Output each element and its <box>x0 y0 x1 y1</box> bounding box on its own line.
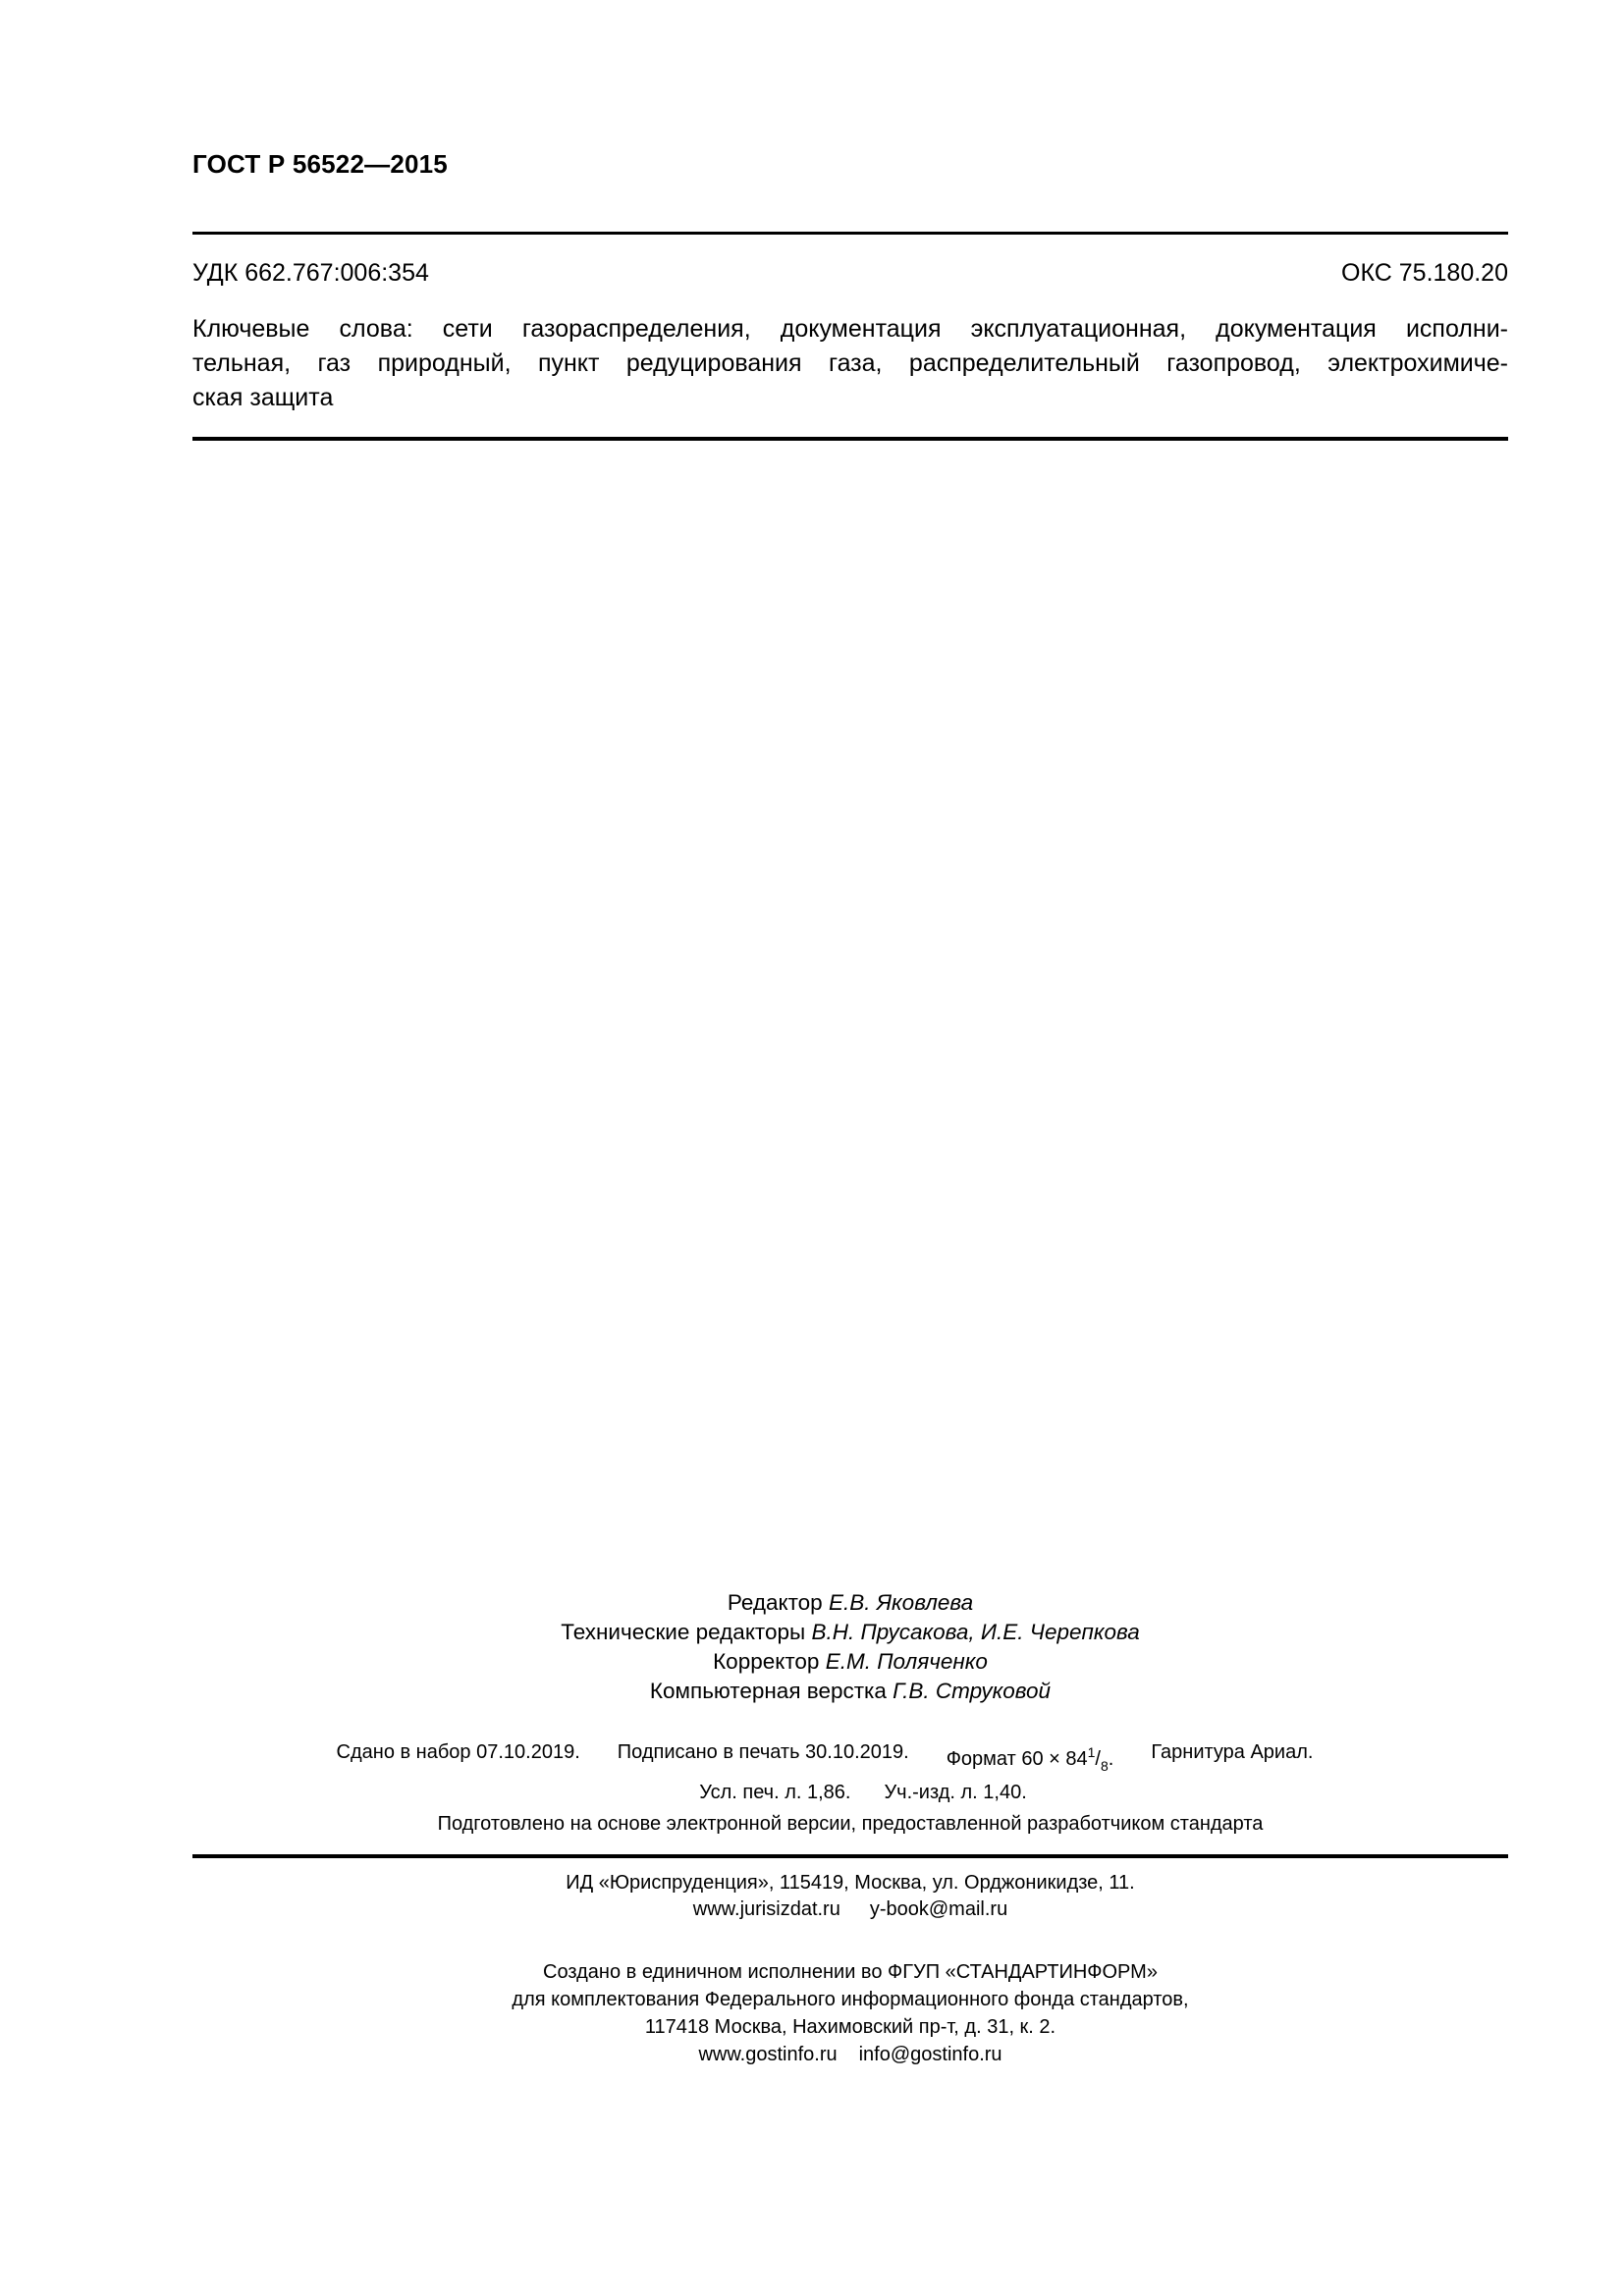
format-text: Формат 60 × 84 <box>946 1748 1088 1770</box>
classification-row <box>192 257 1508 289</box>
credit-editor <box>192 1588 1508 1618</box>
credit-role: Редактор <box>727 1590 823 1615</box>
gostinfo-website[interactable]: www.gostinfo.ru <box>698 2044 838 2065</box>
keywords-divider <box>192 437 1508 441</box>
publisher-contacts <box>192 1896 1508 1923</box>
standard-designation: ГОСТ Р 56522—2015 <box>192 149 448 179</box>
created-address: 117418 Москва, Нахимовский пр-т, д. 31, к. 2. <box>644 2016 1056 2038</box>
credit-role: Технические редакторы <box>561 1620 806 1644</box>
signed-date: Подписано в печать 30.10.2019. <box>617 1741 909 1763</box>
editorial-credits <box>192 1588 1508 1706</box>
typeset-date: Сдано в набор 07.10.2019. <box>336 1741 580 1763</box>
publisher-address: ИД «Юриспруденция», 115419, Москва, ул. Орджоникидзе, 11. <box>566 1872 1135 1894</box>
udc-code: УДК 662.767:006:354 <box>192 259 429 287</box>
created-line: Создано в единичном исполнении во ФГУП «СТАНДАРТИНФОРМ» <box>543 1961 1158 1983</box>
credit-role: Компьютерная верстка <box>649 1679 887 1703</box>
gostinfo-email[interactable]: info@gostinfo.ru <box>858 2044 1002 2065</box>
top-divider <box>192 232 1508 235</box>
print-info-row <box>205 1780 1521 1806</box>
credit-name: Е.В. Яковлева <box>828 1590 974 1615</box>
format-denominator: 8 <box>1100 1758 1109 1774</box>
keywords-block <box>192 312 1508 415</box>
credit-proofreader <box>192 1647 1508 1677</box>
publisher-website[interactable]: www.jurisizdat.ru <box>692 1898 840 1920</box>
created-contacts <box>192 2041 1508 2068</box>
credit-name: Е.М. Поляченко <box>825 1649 988 1674</box>
publisher-sheets: Уч.-изд. л. 1,40. <box>884 1782 1027 1803</box>
print-info <box>192 1739 1508 1806</box>
keywords-line: ская защита <box>192 384 334 411</box>
document-page <box>192 0 1508 2296</box>
credit-tech-editors <box>192 1618 1508 1647</box>
printed-sheets: Усл. печ. л. 1,86. <box>699 1782 851 1803</box>
publisher-email[interactable]: y-book@mail.ru <box>869 1898 1008 1920</box>
credit-role: Корректор <box>713 1649 820 1674</box>
created-line: для комплектования Федерального информационного фонда стандартов, <box>512 1989 1189 2010</box>
credit-name: В.Н. Прусакова, И.Е. Черепкова <box>811 1620 1140 1644</box>
credit-layout <box>192 1677 1508 1706</box>
format-numerator: 1 <box>1087 1744 1096 1760</box>
publisher-block <box>192 1870 1508 1923</box>
oks-code: ОКС 75.180.20 <box>1341 259 1508 287</box>
format-suffix: . <box>1108 1748 1114 1770</box>
created-block <box>192 1958 1508 2068</box>
typeface: Гарнитура Ариал. <box>1151 1741 1314 1763</box>
imprint-divider <box>192 1854 1508 1858</box>
prepared-note: Подготовлено на основе электронной версии, предоставленной разработчиком стандарта <box>437 1813 1264 1835</box>
credit-name: Г.В. Струковой <box>893 1679 1052 1703</box>
print-info-row <box>167 1739 1483 1780</box>
paper-format: Формат $60 \times 84^1/_8$. <box>946 1744 1114 1774</box>
keywords-line: Ключевые слова: сети газораспределения, документация эксплуатационная, документация исполни- <box>192 315 1508 343</box>
keywords-line: тельная, газ природный, пункт редуцирования газа, распределительный газопровод, электрохимиче- <box>192 349 1508 377</box>
